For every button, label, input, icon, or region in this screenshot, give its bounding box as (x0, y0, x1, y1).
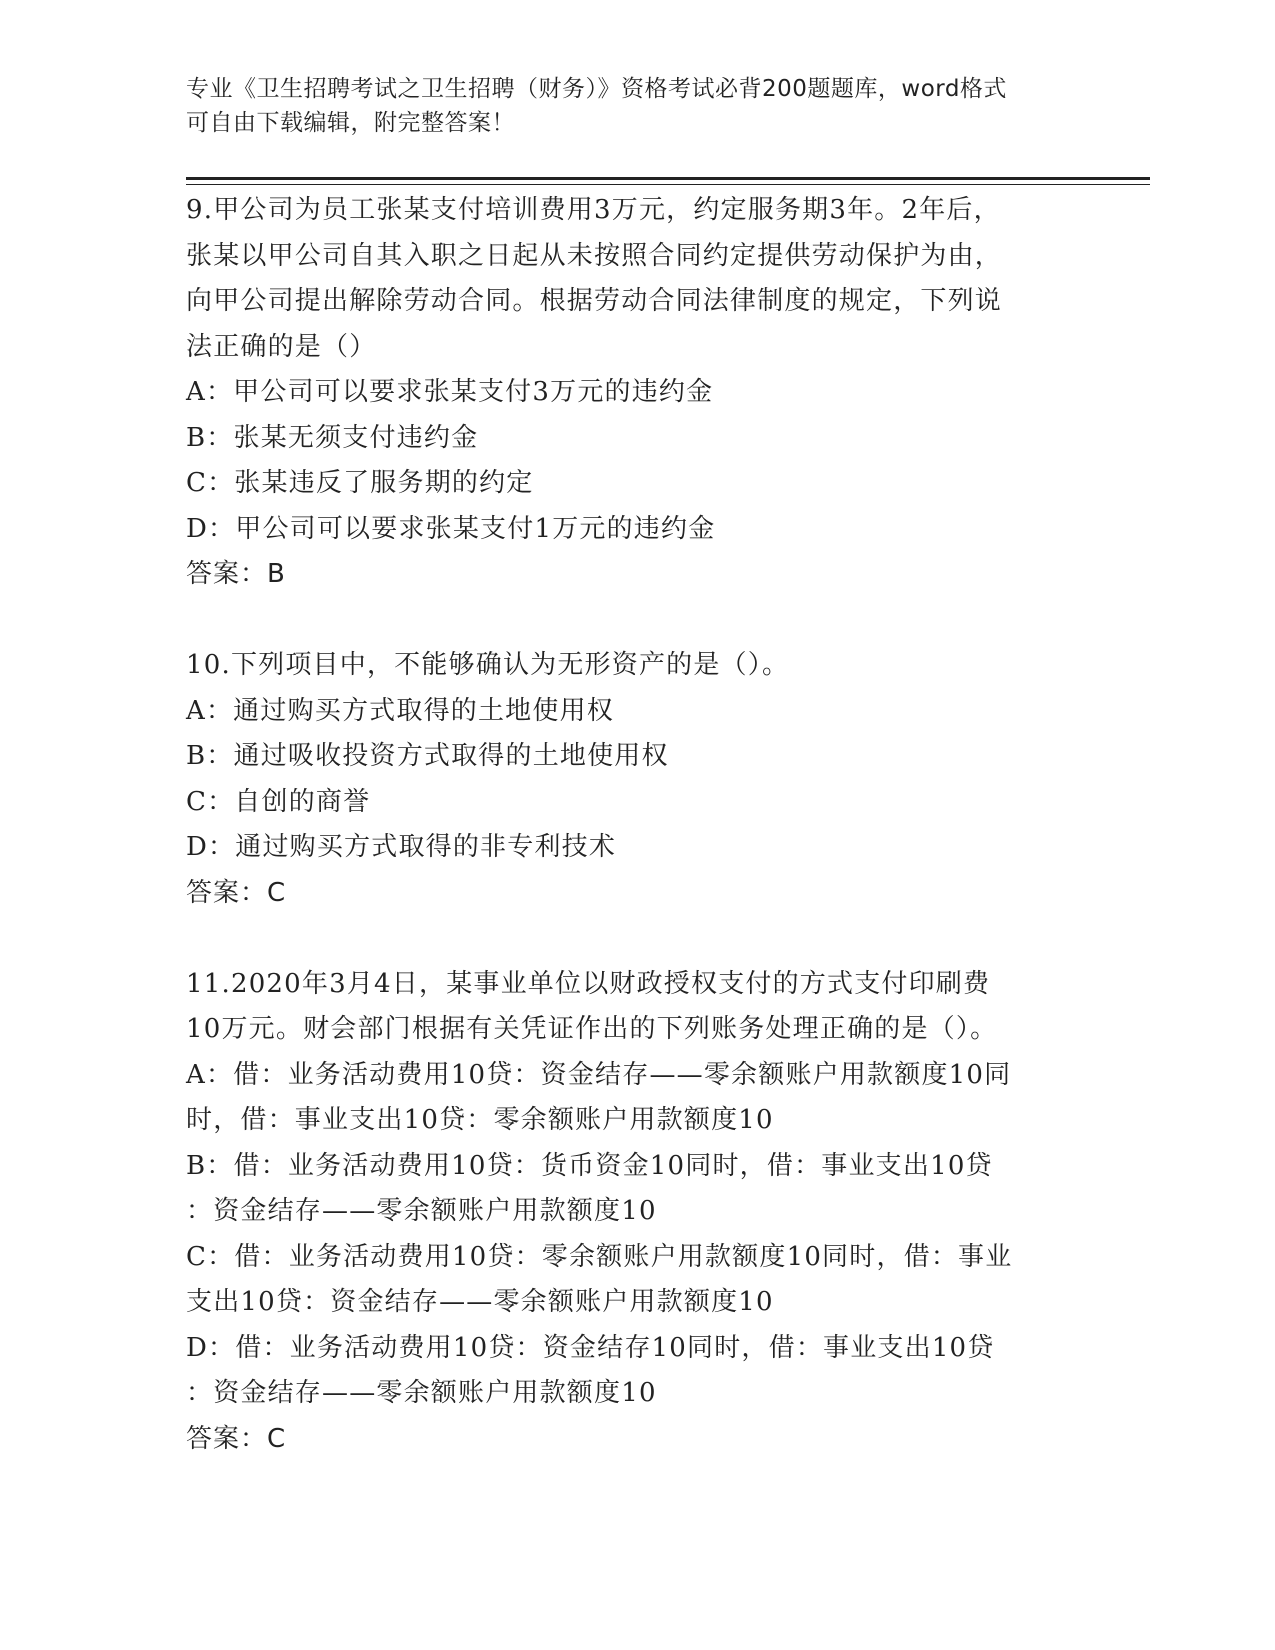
header-divider-thin (186, 184, 1150, 185)
option-c-cont: 支出10贷：资金结存——零余额账户用款额度10 (186, 1287, 774, 1317)
question-text: 法正确的是（） (186, 331, 377, 362)
header-line: 可自由下载编辑，附完整答案！ (186, 110, 515, 136)
question-9 (186, 188, 1086, 598)
question-text: 9.甲公司为员工张某支付培训费用3万元，约定服务期3年。2年后， (186, 195, 1001, 225)
option-c: C：自创的商誉 (186, 786, 371, 817)
header-divider (186, 177, 1150, 180)
question-text: 10万元。财会部门根据有关凭证作出的下列账务处理正确的是（）。 (186, 1014, 998, 1044)
spacer (186, 916, 1086, 962)
answer: 答案：B (186, 559, 286, 589)
option-d-cont: ：资金结存——零余额账户用款额度10 (186, 1378, 657, 1408)
option-b: B：张某无须支付违约金 (186, 422, 479, 453)
option-d: D：甲公司可以要求张某支付1万元的违约金 (186, 513, 716, 544)
option-c: C：借：业务活动费用10贷：零余额账户用款额度10同时，借：事业 (186, 1241, 1013, 1272)
option-b: B：借：业务活动费用10贷：货币资金10同时，借：事业支出10贷 (186, 1150, 993, 1181)
header-line: 专业《卫生招聘考试之卫生招聘（财务）》资格考试必背200题题库，word格式 (186, 76, 1007, 102)
document-header (186, 72, 1076, 140)
option-a: A：借：业务活动费用10贷：资金结存——零余额账户用款额度10同 (186, 1059, 1012, 1090)
question-text: 11.2020年3月4日，某事业单位以财政授权支付的方式支付印刷费 (186, 968, 991, 999)
option-d: D：通过购买方式取得的非专利技术 (186, 832, 617, 862)
answer: 答案：C (186, 877, 287, 908)
question-text: 向甲公司提出解除劳动合同。根据劳动合同法律制度的规定，下列说 (186, 286, 1003, 316)
option-d: D：借：业务活动费用10贷：资金结存10同时，借：事业支出10贷 (186, 1332, 995, 1363)
option-b-cont: ：资金结存——零余额账户用款额度10 (186, 1196, 657, 1226)
question-10 (186, 643, 1086, 916)
option-b: B：通过吸收投资方式取得的土地使用权 (186, 741, 669, 771)
option-c: C：张某违反了服务期的约定 (186, 468, 534, 498)
answer: 答案：C (186, 1423, 287, 1454)
question-text: 10.下列项目中，不能够确认为无形资产的是（）。 (186, 650, 790, 680)
question-text: 张某以甲公司自其入职之日起从未按照合同约定提供劳动保护为由， (186, 240, 1003, 271)
option-a: A：甲公司可以要求张某支付3万元的违约金 (186, 377, 714, 407)
option-a: A：通过购买方式取得的土地使用权 (186, 695, 614, 726)
question-11 (186, 962, 1086, 1463)
option-a-cont: 时，借：事业支出10贷：零余额账户用款额度10 (186, 1105, 774, 1135)
spacer (186, 598, 1086, 644)
question-list (186, 188, 1086, 1462)
